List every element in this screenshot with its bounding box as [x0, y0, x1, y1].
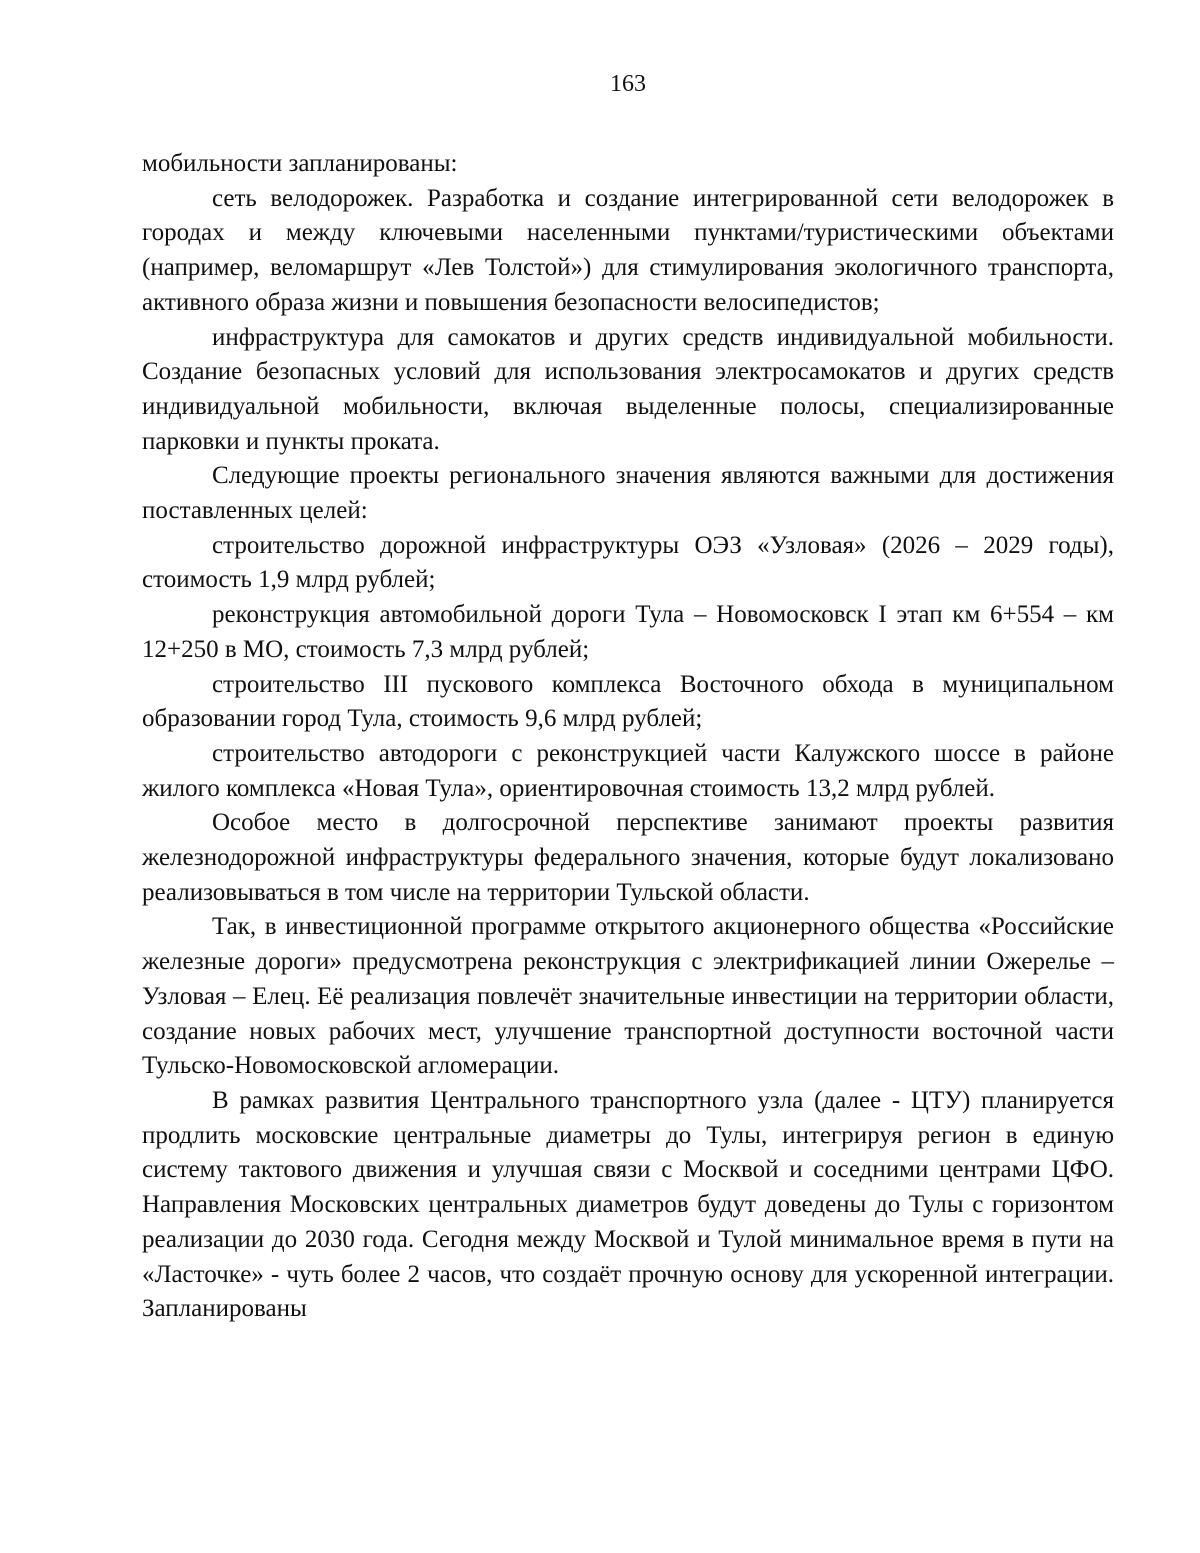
paragraph-kaluga-highway: строительство автодороги с реконструкцией части Калужского шоссе в районе жилого комплекса «Новая Тула», ориентировочная стоимость 13,2 млрд рублей. [142, 739, 1114, 802]
paragraph-continuation: мобильности запланированы: [142, 150, 458, 177]
paragraph-scooter-infrastructure: инфраструктура для самокатов и других средств индивидуальной мобильности. Создание безопасных условий для использования электросамокатов и других средств индивидуальной мобильности, включая выделенные полосы, специализированные парковки и пункты проката. [142, 323, 1114, 455]
document-body [142, 147, 1114, 1327]
paragraph-rzd-program: Так, в инвестиционной программе открытого акционерного общества «Российские железные дороги» предусмотрена реконструкция с электрификацией линии Ожерелье – Узловая – Елец. Её реализация повлечёт значительные инвестиции на территории области, создание новых рабочих мест, улучшение транспортной доступности восточной части Тульско-Новомосковской агломерации. [142, 913, 1114, 1080]
page-number: 163 [610, 71, 646, 97]
paragraph-regional-projects-intro: Следующие проекты регионального значения являются важными для достижения поставленных целей: [142, 462, 1114, 525]
paragraph-oez-uzlovaya: строительство дорожной инфраструктуры ОЭЗ «Узловая» (2026 – 2029 годы), стоимость 1,9 млрд рублей; [142, 531, 1114, 594]
paragraph-eastern-bypass: строительство III пускового комплекса Восточного обхода в муниципальном образовании город Тула, стоимость 9,6 млрд рублей; [142, 670, 1114, 733]
paragraph-central-transport-hub: В рамках развития Центрального транспортного узла (далее - ЦТУ) планируется продлить московские центральные диаметры до Тулы, интегрируя регион в единую систему тактового движения и улучшая связи с Москвой и соседними центрами ЦФО. Направления Московских центральных диаметров будут доведены до Тулы с горизонтом реализации до 2030 года. Сегодня между Москвой и Тулой минимальное время в пути на «Ласточке» - чуть более 2 часов, что создаёт прочную основу для ускоренной интеграции. Запланированы [142, 1086, 1114, 1323]
paragraph-tula-novomoskovsk-road: реконструкция автомобильной дороги Тула – Новомосковск I этап км 6+554 – км 12+250 в МО, стоимость 7,3 млрд рублей; [142, 601, 1114, 663]
paragraph-railway-infrastructure: Особое место в долгосрочной перспективе занимают проекты развития железнодорожной инфраструктуры федерального значения, которые будут локализовано реализовываться в том числе на территории Тульской области. [142, 809, 1114, 906]
paragraph-bike-lanes: сеть велодорожек. Разработка и создание интегрированной сети велодорожек в городах и между ключевыми населенными пунктами/туристическими объектами (например, веломаршрут «Лев Толстой») для стимулирования экологичного транспорта, активного образа жизни и повышения безопасности велосипедистов; [142, 184, 1114, 316]
